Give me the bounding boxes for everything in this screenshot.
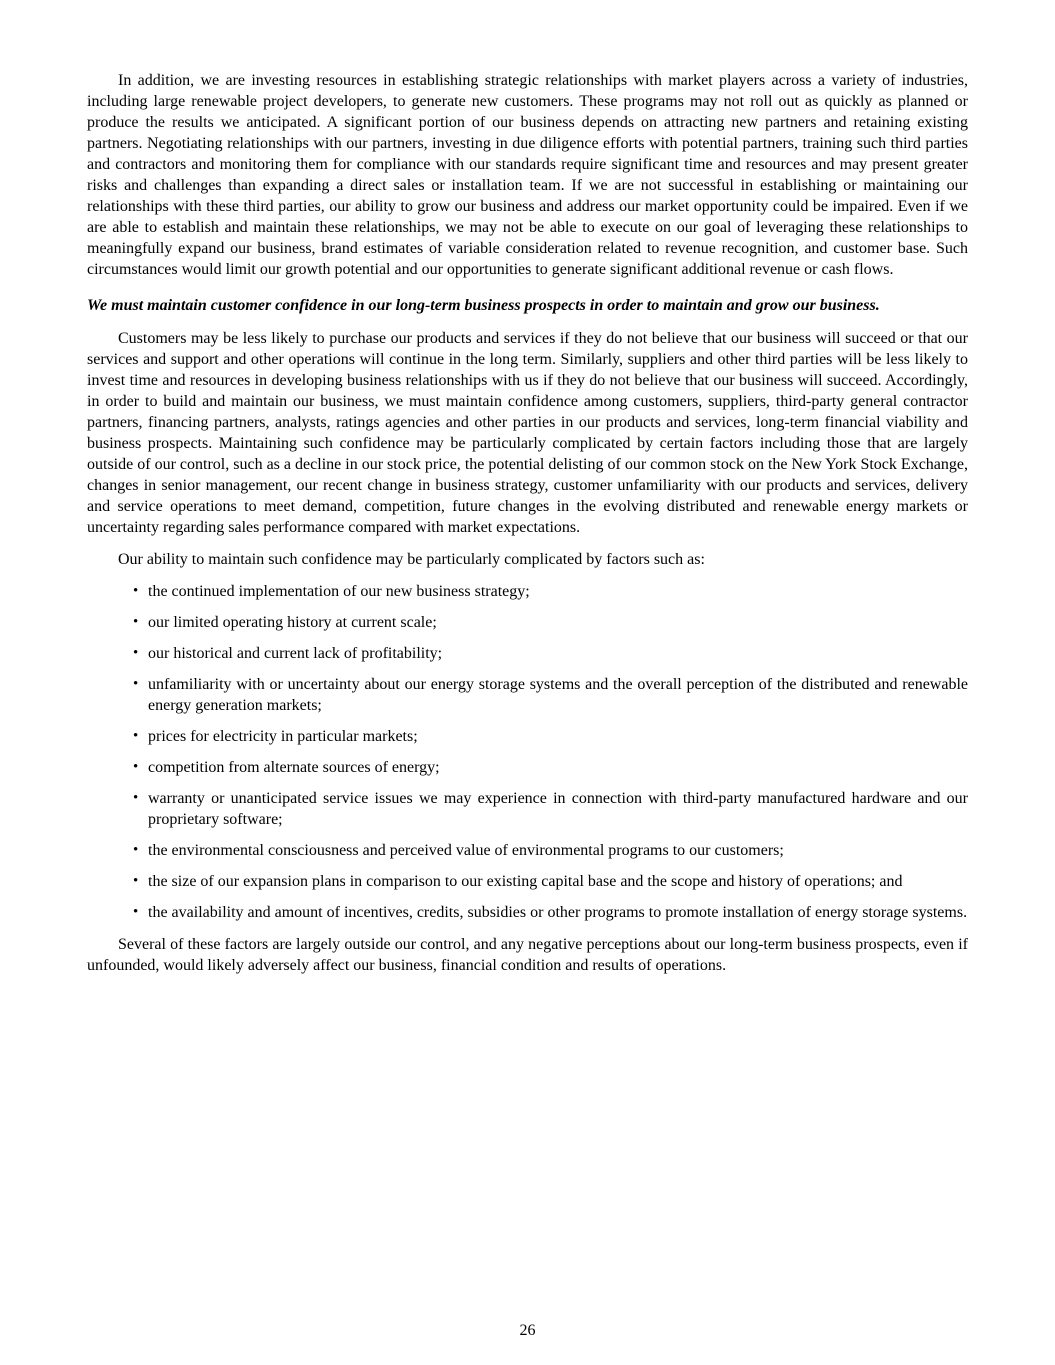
list-item [87,788,968,830]
list-item [87,726,968,747]
bullet-text: the continued implementation of our new business strategy; [148,583,530,600]
bullet-icon: • [133,728,139,744]
bullet-icon: • [133,873,139,889]
risk-factors-bullet-list [87,581,968,923]
bullet-icon: • [133,759,139,775]
list-item [87,757,968,778]
bullet-icon: • [133,645,139,661]
list-item [87,643,968,664]
bullet-icon: • [133,904,139,920]
bullet-text: the availability and amount of incentives, credits, subsidies or other programs to promote installation of energy storage systems. [148,904,968,921]
bullet-text: warranty or unanticipated service issues we may experience in connection with third-party manufactured hardware and our proprietary software; [148,790,968,828]
bullet-icon: • [133,790,139,806]
paragraph-conclusion: Several of these factors are largely outside our control, and any negative perceptions about our long-term business prospects, even if unfounded, would likely adversely affect our business, financial condition and results of operations. [87,936,968,974]
document-content [87,70,968,987]
bullet-icon: • [133,676,139,692]
list-item [87,840,968,861]
list-item [87,581,968,602]
list-item [87,612,968,633]
list-item [87,871,968,892]
risk-factor-heading: We must maintain customer confidence in our long-term business prospects in order to maintain and grow our business. [87,297,880,314]
bullet-icon: • [133,583,139,599]
bullet-text: our historical and current lack of profitability; [148,645,443,662]
list-item [87,674,968,716]
paragraph-customer-confidence: Customers may be less likely to purchase our products and services if they do not believe that our business will succeed or that our services and support and other operations will continue in the long term. Similarly, suppliers and other third parties will be less likely to invest time and resources in developing business relationships with us if they do not believe that our business will succeed. Accordingly, in order to build and maintain our business, we must maintain confidence among customers, suppliers, third-party general contractor partners, financing partners, analysts, ratings agencies and other parties in our products and services, long-term financial viability and business prospects. Maintaining such confidence may be particularly complicated by certain factors including those that are largely outside of our control, such as a decline in our stock price, the potential delisting of our common stock on the New York Stock Exchange, changes in senior management, our recent change in business strategy, customer unfamiliarity with our products and services, delivery and service operations to meet demand, competition, future changes in the evolving distributed and renewable energy markets or uncertainty regarding sales performance compared with market expectations. [87,330,968,536]
bullet-text: competition from alternate sources of energy; [148,759,440,776]
paragraph-strategic-relationships: In addition, we are investing resources in establishing strategic relationships with market players across a variety of industries, including large renewable project developers, to generate new customers. These programs may not roll out as quickly as planned or produce the results we anticipated. A significant portion of our business depends on attracting new partners and retaining existing partners. Negotiating relationships with our partners, investing in due diligence efforts with potential partners, training such third parties and contractors and monitoring them for compliance with our standards require significant time and resources and may present greater risks and challenges than expanding a direct sales or installation team. If we are not successful in establishing or maintaining our relationships with these third parties, our ability to grow our business and address our market opportunity could be impaired. Even if we are able to establish and maintain these relationships, we may not be able to execute on our goal of leveraging these relationships to meaningfully expand our business, brand estimates of variable consideration related to revenue recognition, and customer base. Such circumstances would limit our growth potential and our opportunities to generate significant additional revenue or cash flows. [87,72,968,278]
list-item [87,902,968,923]
bullet-text: prices for electricity in particular markets; [148,728,418,745]
bullet-text: our limited operating history at current scale; [148,614,437,631]
bullet-text: unfamiliarity with or uncertainty about our energy storage systems and the overall perception of the distributed and renewable energy generation markets; [148,676,968,714]
paragraph-factors-intro: Our ability to maintain such confidence may be particularly complicated by factors such as: [118,551,705,568]
page-number: 26 [519,1322,536,1339]
bullet-text: the size of our expansion plans in comparison to our existing capital base and the scope and history of operations; and [148,873,903,890]
bullet-text: the environmental consciousness and perceived value of environmental programs to our customers; [148,842,784,859]
bullet-icon: • [133,614,139,630]
bullet-icon: • [133,842,139,858]
